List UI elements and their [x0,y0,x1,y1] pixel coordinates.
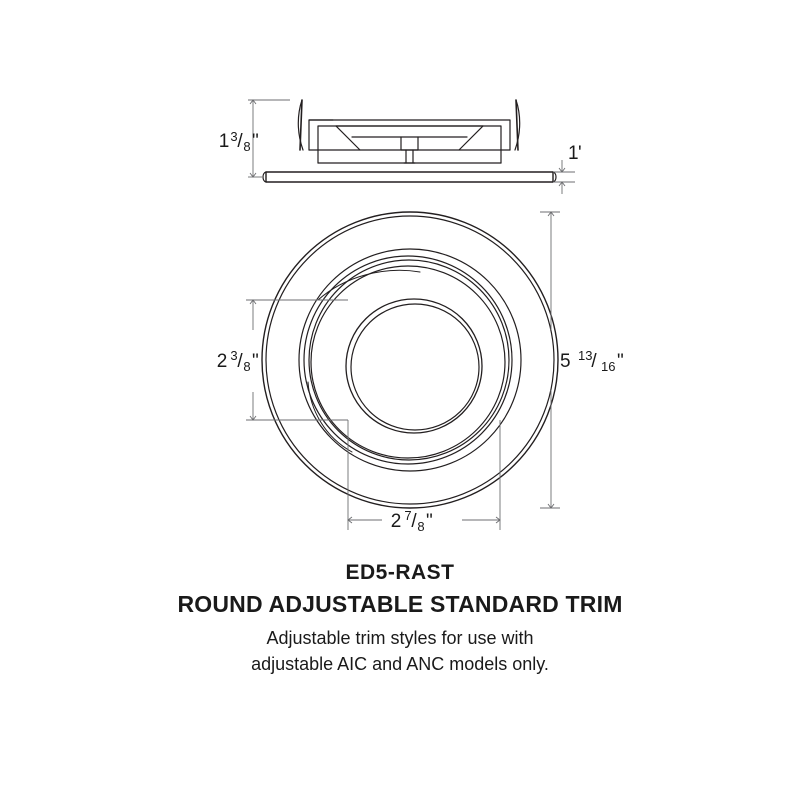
dim-inner-unit: " [252,351,259,372]
dim-cone-denominator: 8 [417,519,425,534]
dim-outer-unit: " [617,351,624,372]
dim-outer-numerator: 13 [578,348,593,363]
dim-cone-unit: " [426,511,433,532]
dim-inner-numerator: 3 [230,348,238,363]
dim-height-slash: / [237,131,243,152]
caption-block [0,560,800,677]
dim-height-unit: " [252,131,259,152]
dim-cone-numerator: 7 [404,508,412,523]
dim-height-whole: 1 [218,131,230,152]
description-line-1: Adjustable trim styles for use with [266,628,534,648]
dim-inner-whole: 2 [216,351,228,372]
dimension-height-left [219,129,259,154]
dim-flange-whole: 1 [568,143,579,164]
dimension-lines [246,100,575,530]
plan-view [262,212,558,508]
dim-cone-whole: 2 [390,511,402,532]
product-title: ROUND ADJUSTABLE STANDARD TRIM [177,591,623,618]
side-section-view [263,100,556,182]
dimension-bottom [391,508,433,534]
dim-inner-denominator: 8 [243,359,251,374]
dim-inner-slash: / [237,351,243,372]
dimension-flange-right [568,143,582,164]
dimension-labels [217,129,624,534]
dim-height-denominator: 8 [243,139,251,154]
dim-outer-slash: / [591,351,597,372]
model-code: ED5-RAST [345,561,455,584]
dim-flange-unit: ' [578,143,582,164]
dimension-outer-right [560,348,624,374]
dimension-inner-left [217,348,259,374]
dim-outer-whole: 5 [560,351,571,372]
dim-cone-slash: / [411,511,417,532]
dim-height-numerator: 3 [230,129,238,144]
description-line-2: adjustable AIC and ANC models only. [251,654,549,675]
dim-outer-denominator: 16 [601,359,616,374]
